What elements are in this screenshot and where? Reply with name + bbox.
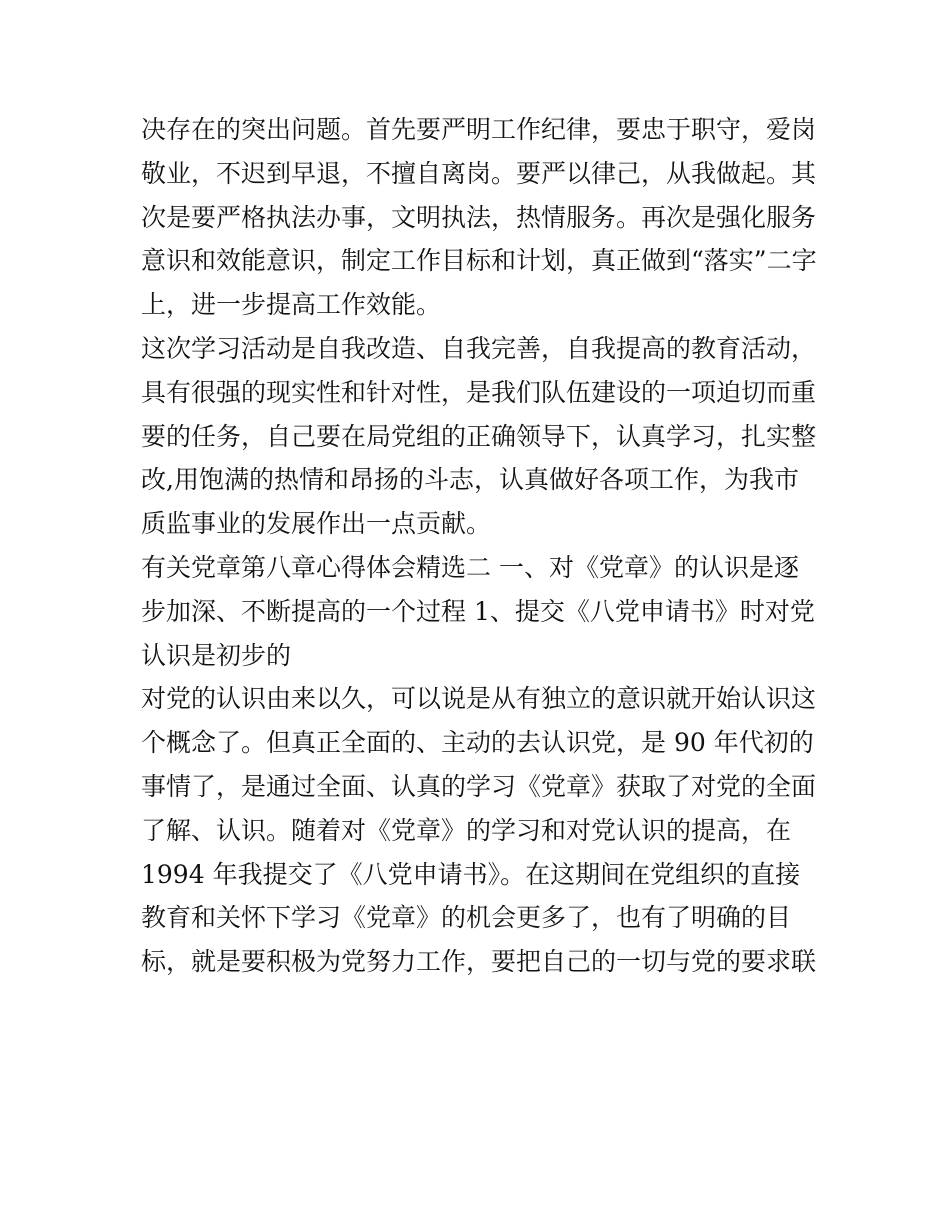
text-line: 改,用饱满的热情和昂扬的斗志，认真做好各项工作，为我市 (141, 465, 799, 495)
body-text (141, 108, 821, 984)
text-line: 要的任务，自己要在局党组的正确领导下，认真学习，扎实整 (141, 421, 817, 451)
text-line: 1994 年我提交了《八党申请书》。在这期间在党组织的直接 (141, 859, 801, 889)
text-line: 教育和关怀下学习《党章》的机会更多了，也有了明确的目 (141, 903, 792, 933)
text-line: 了解、认识。随着对《党章》的学习和对党认识的提高，在 (141, 815, 792, 845)
text-line: 有关党章第八章心得体会精选二 一、对《党章》的认识是逐 (141, 552, 799, 582)
text-line: 决存在的突出问题。首先要严明工作纪律，要忠于职守，爱岗 (141, 115, 817, 144)
text-line: 意识和效能意识，制定工作目标和计划，真正做到“落实”二字 (141, 246, 817, 276)
text-line: 次是要严格执法办事，文明执法，热情服务。再次是强化服务 (141, 202, 817, 232)
text-line: 事情了，是通过全面、认真的学习《党章》获取了对党的全面 (141, 771, 817, 801)
text-line: 个概念了。但真正全面的、主动的去认识党，是 90 年代初的 (141, 728, 814, 758)
text-line: 敬业，不迟到早退，不擅自离岗。要严以律己，从我做起。其 (141, 158, 817, 188)
text-line: 具有很强的现实性和针对性，是我们队伍建设的一项迫切而重 (141, 377, 817, 407)
text-line: 这次学习活动是自我改造、自我完善，自我提高的教育活动， (141, 333, 817, 363)
text-line: 对党的认识由来以久，可以说是从有独立的意识就开始认识这 (141, 684, 817, 714)
text-line: 认识是初步的 (141, 640, 292, 670)
text-line: 质监事业的发展作出一点贡献。 (141, 509, 492, 539)
text-line: 上，进一步提高工作效能。 (141, 290, 442, 320)
text-line: 标，就是要积极为党努力工作，要把自己的一切与党的要求联 (141, 947, 817, 977)
text-line: 步加深、不断提高的一个过程 1、提交《八党申请书》时对党 (141, 596, 815, 626)
